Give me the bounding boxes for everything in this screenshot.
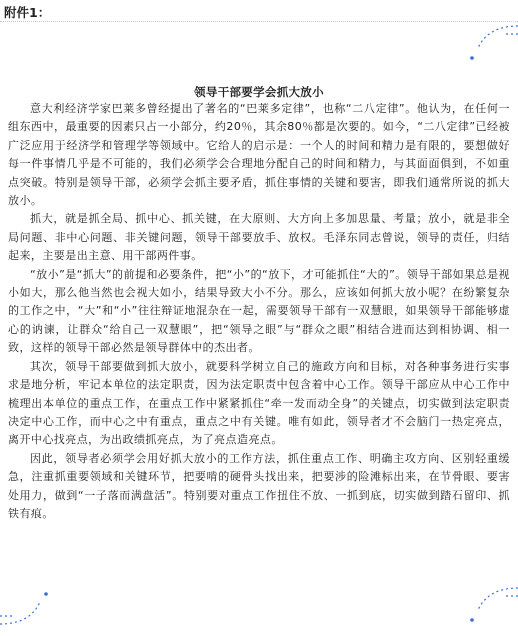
paragraph: 因此，领导者必须学会用好抓大放小的工作方法，抓住重点工作、明确主攻方向、区别轻重缓急，注重抓重要领域和关键环节，把要啃的硬骨头找出来，把要涉的险滩标出来，在节骨眼、要害处用力，做到“一子落而满盘活”。特别要对重点工作扭住不放、一抓到底，切实做到踏石留印、抓铁有痕。 — [8, 451, 510, 520]
header-divider — [0, 21, 518, 22]
document-title: 领导干部要学会抓大放小 — [194, 85, 324, 99]
paragraph: “放小”是“抓大”的前提和必要条件，把“小”的“放下，才可能抓住“大的”。领导干部如果总是视小如大，那么他当然也会视大如小，结果导致大小不分。那么，应该如何抓大放小呢？在纷繁复杂的工作之中，“大”和“小”往往辩证地混杂在一起，需要领导干部有一双慧眼，如果领导干部能够虚心的讷谏，让群众“给自己一双慧眼”，把“领导之眼”与“群众之眼”相结合进而达到相协调、相一致，这样的领导干部必然是领导群体中的杰出者。 — [8, 267, 510, 355]
document-body — [8, 100, 510, 523]
attachment-label: 附件1： — [4, 5, 51, 20]
corner-ornament-bottom-left — [0, 566, 70, 636]
paragraph: 其次，领导干部要做到抓大放小，就要科学树立自己的施政方向和目标，对各种事务进行实事求是地分析，牢记本单位的法定职责，因为法定职责中包含着中心工作。领导干部应从中心工作中梳理出本单位的重点工作，在重点工作中紧紧抓住“牵一发而动全身”的关键点，切实做到法定职责决定中心工作，而中心之中有重点，重点之中有关键。唯有如此，领导者才不会脑门一热定亮点，离开中心找亮点，为出政绩抓亮点，为了亮点造亮点。 — [8, 359, 510, 447]
paragraph: 抓大，就是抓全局、抓中心、抓关键，在大原则、大方向上多加思量、考量；放小，就是非全局问题、非中心问题、非关键问题，领导干部要放手、放权。毛泽东同志曾说，领导的责任，归结起来，主要是出主意、用干部两件事。 — [8, 212, 510, 263]
corner-ornament-bottom-right — [448, 566, 518, 636]
paragraph: 意大利经济学家巴莱多曾经提出了著名的“巴莱多定律”，也称“二八定律”。他认为，在任何一组东西中，最重要的因素只占一小部分，约20％，其余80％都是次要的。如今，“二八定律”已经被广泛应用于经济学和管理学等领域中。它给人的启示是：一个人的时间和精力是有限的，要想做好每一件事情几乎是不可能的，我们必须学会合理地分配自己的时间和精力，与其面面俱到，不如重点突破。特别是领导干部，必须学会抓主要矛盾，抓住事情的关键和要害，即我们通常所说的抓大放小。 — [8, 102, 510, 208]
corner-ornament-top-right — [448, 18, 518, 88]
